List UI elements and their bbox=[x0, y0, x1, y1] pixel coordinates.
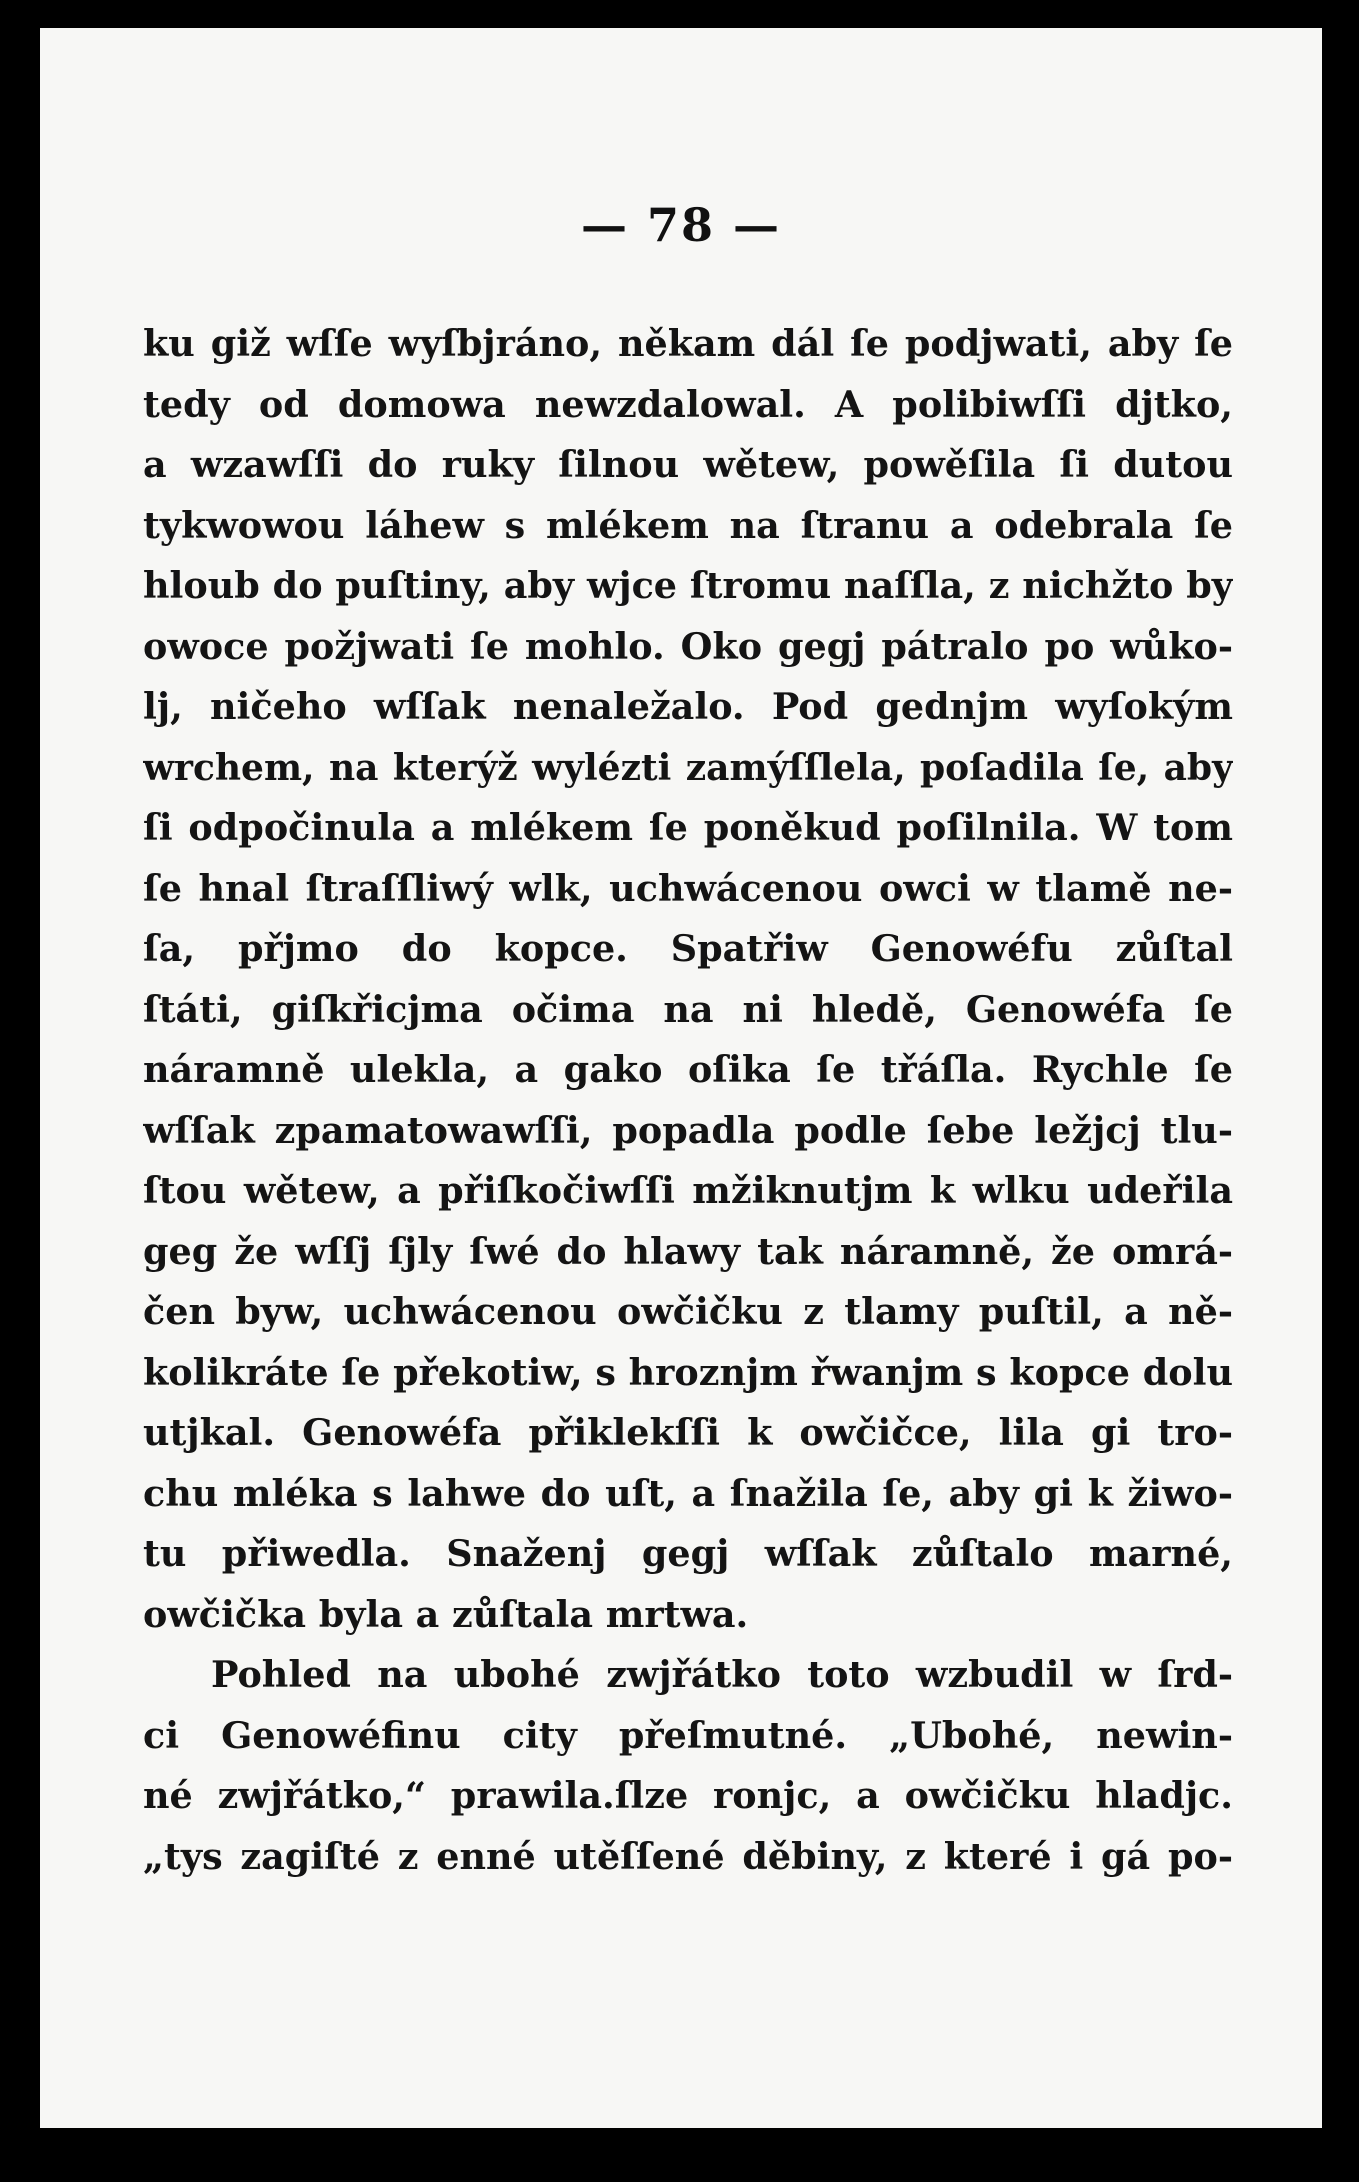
text-line: kolikráte ſe překotiw, s hroznjm řwanjm s kopce dolu bbox=[143, 1350, 1233, 1394]
text-line: a wzawſſi do ruky ſilnou wětew, powěſila ſi dutou bbox=[143, 443, 1233, 486]
body-text bbox=[143, 314, 1233, 1887]
text-line: ſtáti, giſkřicjma očima na ni hledě, Genowéfa ſe bbox=[143, 987, 1233, 1031]
text-line: ci Genowéfinu city přeſmutné. „Ubohé, newin- bbox=[143, 1713, 1233, 1757]
text-line: né zwjřátko,“ prawila.ſlze ronjc, a owčičku hladjc. bbox=[143, 1774, 1233, 1817]
text-line: owoce požjwati ſe mohlo. Oko gegj pátralo po wůko- bbox=[143, 624, 1233, 668]
text-line: lj, ničeho wſſak nenaležalo. Pod gednjm wyſokým bbox=[143, 685, 1233, 728]
text-line: wrchem, na kterýž wylézti zamýſſlela, poſadila ſe, aby bbox=[143, 746, 1233, 789]
text-line: tu přiwedla. Snaženj gegj wſſak zůſtalo marné, bbox=[143, 1532, 1233, 1575]
text-line: ſtou wětew, a přiſkočiwſſi mžiknutjm k wlku udeřila bbox=[143, 1169, 1233, 1212]
text-line: chu mléka s lahwe do uſt, a ſnažila ſe, aby gi k žiwo- bbox=[143, 1471, 1233, 1515]
text-line: wſſak zpamatowawſſi, popadla podle ſebe ležjcj tlu- bbox=[143, 1108, 1233, 1152]
book-page bbox=[40, 28, 1322, 2128]
text-line: „tys zagiſté z enné utěſſené děbiny, z které i gá po- bbox=[143, 1834, 1233, 1878]
page-number: — 78 — bbox=[580, 198, 782, 252]
text-line: tykwowou láhew s mlékem na ſtranu a odebrala ſe bbox=[143, 503, 1233, 547]
text-line: ſa, přjmo do kopce. Spatřiw Genowéfu zůſtal bbox=[143, 927, 1233, 970]
text-line: tedy od domowa newzdalowal. A polibiwſſi djtko, bbox=[143, 382, 1233, 426]
text-line: ku giž wſſe wyſbjráno, někam dál ſe podjwati, aby ſe bbox=[143, 322, 1233, 365]
text-line: Pohled na ubohé zwjřátko toto wzbudil w ſrd- bbox=[211, 1653, 1233, 1696]
text-line: náramně ulekla, a gako oſika ſe třáſla. Rychle ſe bbox=[143, 1048, 1233, 1091]
text-line: hloub do puſtiny, aby wjce ſtromu naſſla, z nichžto by bbox=[143, 564, 1233, 607]
text-line: ſe hnal ſtraſſliwý wlk, uchwácenou owci w tlamě ne- bbox=[143, 866, 1233, 910]
text-line: utjkal. Genowéfa přiklekſſi k owčičce, lila gi tro- bbox=[143, 1411, 1233, 1454]
text-line: owčička byla a zůſtala mrtwa. bbox=[143, 1592, 749, 1636]
text-line: čen byw, uchwácenou owčičku z tlamy puſtil, a ně- bbox=[143, 1290, 1233, 1333]
text-line: ſi odpočinula a mlékem ſe poněkud poſilnila. W tom bbox=[143, 806, 1233, 849]
text-line: geg že wſſj ſjly ſwé do hlawy tak náramně, že omrá- bbox=[143, 1229, 1233, 1273]
